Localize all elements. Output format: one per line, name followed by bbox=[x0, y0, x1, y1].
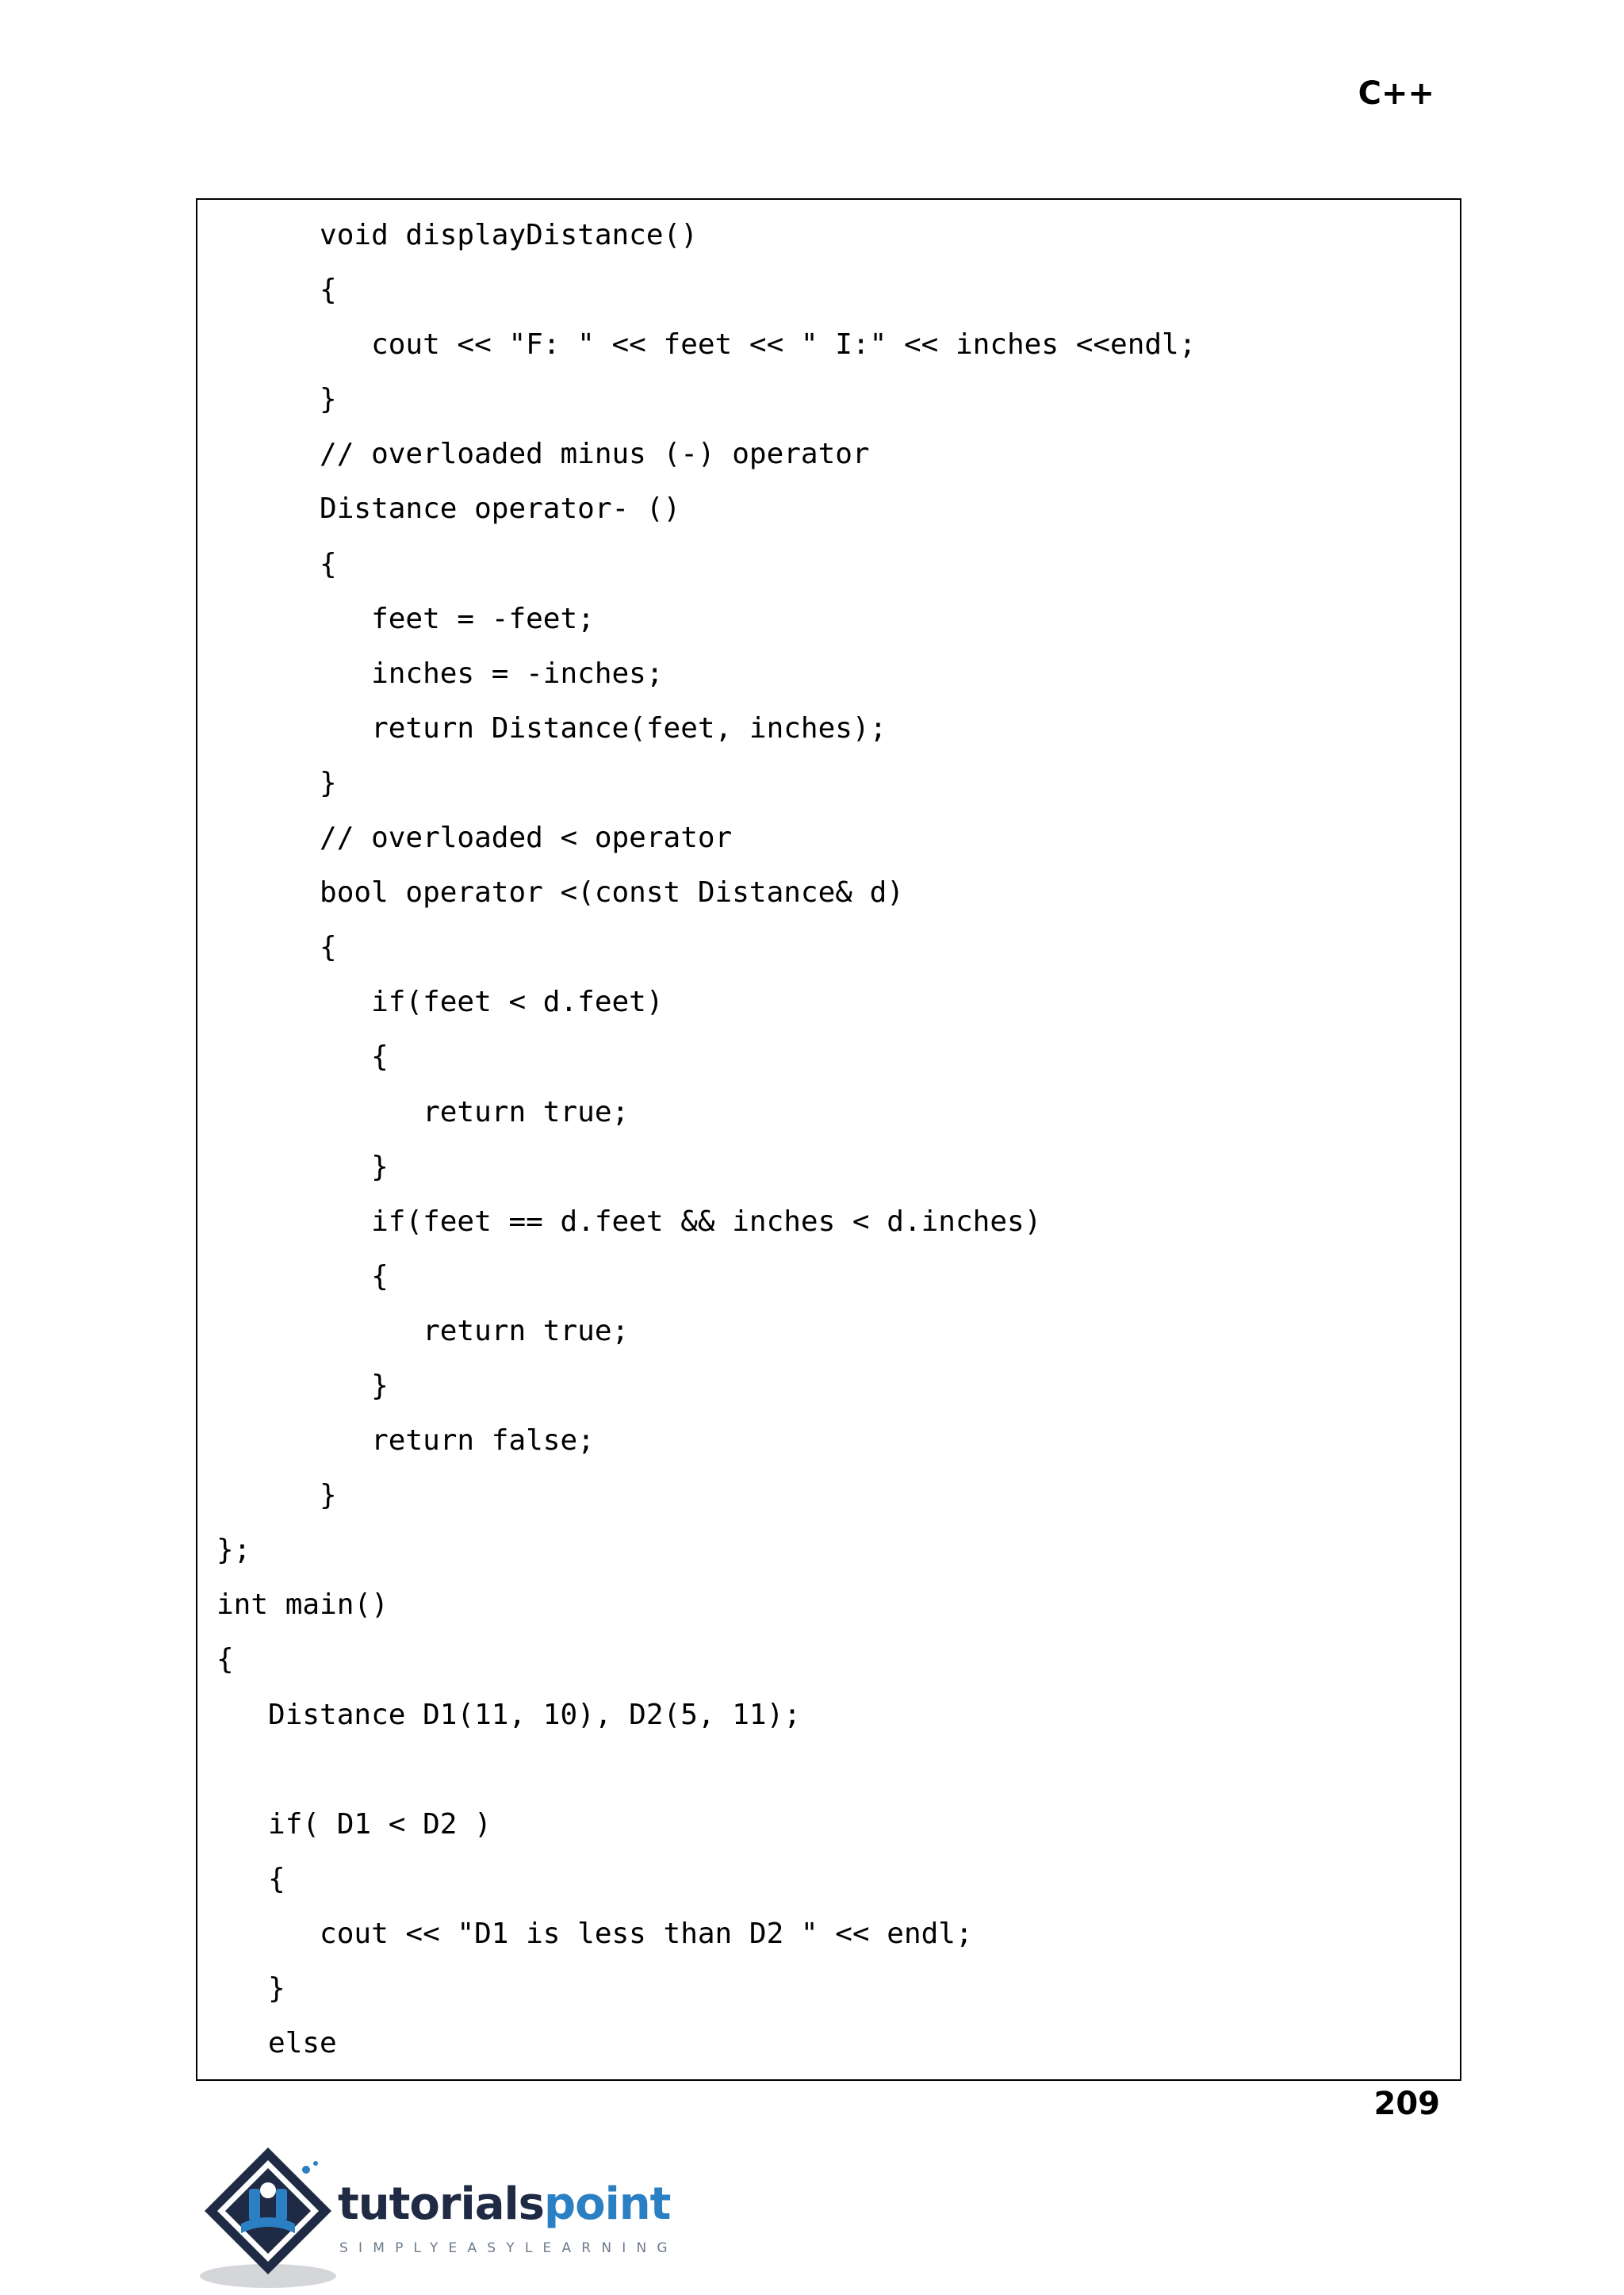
code-line: } bbox=[216, 383, 337, 416]
code-line: { bbox=[216, 547, 337, 580]
code-line: cout << "D1 is less than D2 " << endl; bbox=[216, 1917, 973, 1950]
logo-word-point: point bbox=[544, 2178, 671, 2230]
code-listing-box bbox=[196, 198, 1461, 2081]
code-line: { bbox=[216, 274, 337, 307]
code-line: return true; bbox=[216, 1314, 630, 1347]
code-line: { bbox=[216, 1040, 389, 1074]
code-line: inches = -inches; bbox=[216, 657, 664, 690]
code-line: } bbox=[216, 1369, 389, 1402]
logo-diamond-icon bbox=[195, 2141, 338, 2292]
code-line: if(feet < d.feet) bbox=[216, 986, 664, 1019]
code-line: Distance D1(11, 10), D2(5, 11); bbox=[216, 1698, 801, 1731]
logo-word-tutorials: tutorials bbox=[338, 2178, 545, 2230]
code-line: return true; bbox=[216, 1095, 630, 1128]
code-line: // overloaded minus (-) operator bbox=[216, 438, 870, 471]
code-line: }; bbox=[216, 1534, 251, 1567]
code-line: return Distance(feet, inches); bbox=[216, 711, 887, 745]
code-line: { bbox=[216, 1862, 285, 1895]
code-line: } bbox=[216, 1479, 337, 1512]
code-line: int main() bbox=[216, 1588, 389, 1622]
code-line: { bbox=[216, 1259, 389, 1293]
code-line: } bbox=[216, 1972, 285, 2005]
code-line: { bbox=[216, 931, 337, 964]
code-line: bool operator <(const Distance& d) bbox=[216, 876, 904, 910]
code-line: cout << "F: " << feet << " I:" << inches <<endl; bbox=[216, 328, 1197, 362]
code-line: return false; bbox=[216, 1424, 595, 1458]
logo-tagline: SIMPLYEASYLEARNING bbox=[339, 2240, 678, 2256]
code-line: Distance operator- () bbox=[216, 492, 681, 526]
code-line: if(feet == d.feet && inches < d.inches) bbox=[216, 1205, 1042, 1238]
code-line: } bbox=[216, 1150, 389, 1183]
code-line bbox=[216, 1750, 1196, 1805]
code-line: else bbox=[216, 2027, 337, 2060]
page-number: 209 bbox=[1373, 2086, 1440, 2122]
code-lines bbox=[216, 216, 1196, 2079]
code-line: { bbox=[216, 1643, 234, 1676]
code-line: feet = -feet; bbox=[216, 602, 595, 635]
code-line: void displayDistance() bbox=[216, 219, 698, 251]
tutorialspoint-logo bbox=[195, 2141, 687, 2292]
page-header-title: C++ bbox=[1358, 75, 1434, 112]
code-line: if( D1 < D2 ) bbox=[216, 1807, 492, 1841]
logo-wordmark bbox=[338, 2178, 671, 2230]
code-line: // overloaded < operator bbox=[216, 822, 733, 855]
code-line: } bbox=[216, 766, 337, 799]
